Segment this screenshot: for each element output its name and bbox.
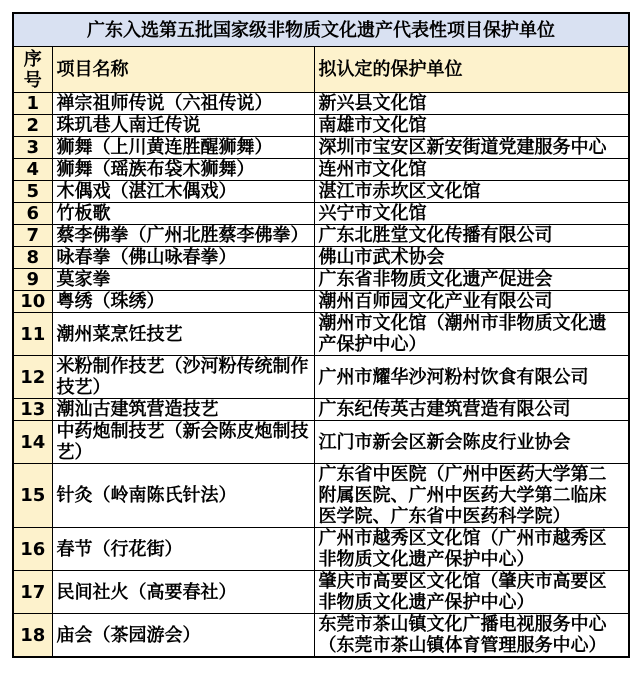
heritage-table bbox=[12, 12, 630, 658]
protection-unit-cell: 东莞市茶山镇文化广播电视服务中心（东莞市茶山镇体育管理服务中心） bbox=[314, 614, 629, 658]
project-name-cell: 春节（行花街） bbox=[52, 528, 314, 571]
table-title: 广东入选第五批国家级非物质文化遗产代表性项目保护单位 bbox=[13, 13, 629, 47]
row-number-cell: 2 bbox=[13, 115, 52, 137]
table-row bbox=[13, 159, 629, 181]
column-header-unit: 拟认定的保护单位 bbox=[314, 47, 629, 93]
table-row bbox=[13, 115, 629, 137]
protection-unit-cell: 潮州市文化馆（潮州市非物质文化遗产保护中心） bbox=[314, 313, 629, 356]
protection-unit-cell: 广东省非物质文化遗产促进会 bbox=[314, 269, 629, 291]
table-row bbox=[13, 137, 629, 159]
column-header-no: 序号 bbox=[13, 47, 52, 93]
project-name-cell: 竹板歌 bbox=[52, 203, 314, 225]
table-row bbox=[13, 421, 629, 464]
project-name-cell: 禅宗祖师传说（六祖传说） bbox=[52, 93, 314, 115]
protection-unit-cell: 广东纪传英古建筑营造有限公司 bbox=[314, 399, 629, 421]
row-number-cell: 1 bbox=[13, 93, 52, 115]
project-name-cell: 狮舞（瑶族布袋木狮舞） bbox=[52, 159, 314, 181]
protection-unit-cell: 江门市新会区新会陈皮行业协会 bbox=[314, 421, 629, 464]
protection-unit-cell: 广州市越秀区文化馆（广州市越秀区非物质文化遗产保护中心） bbox=[314, 528, 629, 571]
header-row bbox=[13, 47, 629, 93]
row-number-cell: 14 bbox=[13, 421, 52, 464]
project-name-cell: 莫家拳 bbox=[52, 269, 314, 291]
protection-unit-cell: 深圳市宝安区新安街道党建服务中心 bbox=[314, 137, 629, 159]
project-name-cell: 粤绣（珠绣） bbox=[52, 291, 314, 313]
project-name-cell: 米粉制作技艺（沙河粉传统制作技艺） bbox=[52, 356, 314, 399]
table-body bbox=[13, 93, 629, 658]
table-row bbox=[13, 181, 629, 203]
protection-unit-cell: 佛山市武术协会 bbox=[314, 247, 629, 269]
table-row bbox=[13, 614, 629, 658]
protection-unit-cell: 广东省中医院（广州中医药大学第二附属医院、广州中医药大学第二临床医学院、广东省中医药科学院） bbox=[314, 464, 629, 528]
row-number-cell: 18 bbox=[13, 614, 52, 658]
row-number-cell: 13 bbox=[13, 399, 52, 421]
project-name-cell: 狮舞（上川黄连胜醒狮舞） bbox=[52, 137, 314, 159]
column-header-project: 项目名称 bbox=[52, 47, 314, 93]
table-row bbox=[13, 356, 629, 399]
row-number-cell: 15 bbox=[13, 464, 52, 528]
protection-unit-cell: 肇庆市高要区文化馆（肇庆市高要区非物质文化遗产保护中心） bbox=[314, 571, 629, 614]
row-number-cell: 5 bbox=[13, 181, 52, 203]
protection-unit-cell: 新兴县文化馆 bbox=[314, 93, 629, 115]
table-row bbox=[13, 225, 629, 247]
protection-unit-cell: 广东北胜堂文化传播有限公司 bbox=[314, 225, 629, 247]
table-row bbox=[13, 313, 629, 356]
table-row bbox=[13, 528, 629, 571]
table-row bbox=[13, 464, 629, 528]
project-name-cell: 蔡李佛拳（广州北胜蔡李佛拳） bbox=[52, 225, 314, 247]
table-row bbox=[13, 203, 629, 225]
project-name-cell: 珠玑巷人南迁传说 bbox=[52, 115, 314, 137]
table-row bbox=[13, 399, 629, 421]
row-number-cell: 10 bbox=[13, 291, 52, 313]
project-name-cell: 庙会（茶园游会） bbox=[52, 614, 314, 658]
row-number-cell: 12 bbox=[13, 356, 52, 399]
project-name-cell: 潮州菜烹饪技艺 bbox=[52, 313, 314, 356]
row-number-cell: 17 bbox=[13, 571, 52, 614]
row-number-cell: 6 bbox=[13, 203, 52, 225]
project-name-cell: 民间社火（高要春社） bbox=[52, 571, 314, 614]
table-row bbox=[13, 247, 629, 269]
row-number-cell: 8 bbox=[13, 247, 52, 269]
row-number-cell: 4 bbox=[13, 159, 52, 181]
table-row bbox=[13, 93, 629, 115]
project-name-cell: 潮汕古建筑营造技艺 bbox=[52, 399, 314, 421]
row-number-cell: 3 bbox=[13, 137, 52, 159]
table-row bbox=[13, 571, 629, 614]
row-number-cell: 7 bbox=[13, 225, 52, 247]
project-name-cell: 针灸（岭南陈氏针法） bbox=[52, 464, 314, 528]
table-row bbox=[13, 269, 629, 291]
project-name-cell: 中药炮制技艺（新会陈皮炮制技艺） bbox=[52, 421, 314, 464]
protection-unit-cell: 兴宁市文化馆 bbox=[314, 203, 629, 225]
protection-unit-cell: 潮州百师园文化产业有限公司 bbox=[314, 291, 629, 313]
title-row bbox=[13, 13, 629, 47]
protection-unit-cell: 南雄市文化馆 bbox=[314, 115, 629, 137]
protection-unit-cell: 连州市文化馆 bbox=[314, 159, 629, 181]
row-number-cell: 16 bbox=[13, 528, 52, 571]
row-number-cell: 11 bbox=[13, 313, 52, 356]
protection-unit-cell: 湛江市赤坎区文化馆 bbox=[314, 181, 629, 203]
project-name-cell: 咏春拳（佛山咏春拳） bbox=[52, 247, 314, 269]
table-row bbox=[13, 291, 629, 313]
protection-unit-cell: 广州市耀华沙河粉村饮食有限公司 bbox=[314, 356, 629, 399]
project-name-cell: 木偶戏（湛江木偶戏） bbox=[52, 181, 314, 203]
row-number-cell: 9 bbox=[13, 269, 52, 291]
